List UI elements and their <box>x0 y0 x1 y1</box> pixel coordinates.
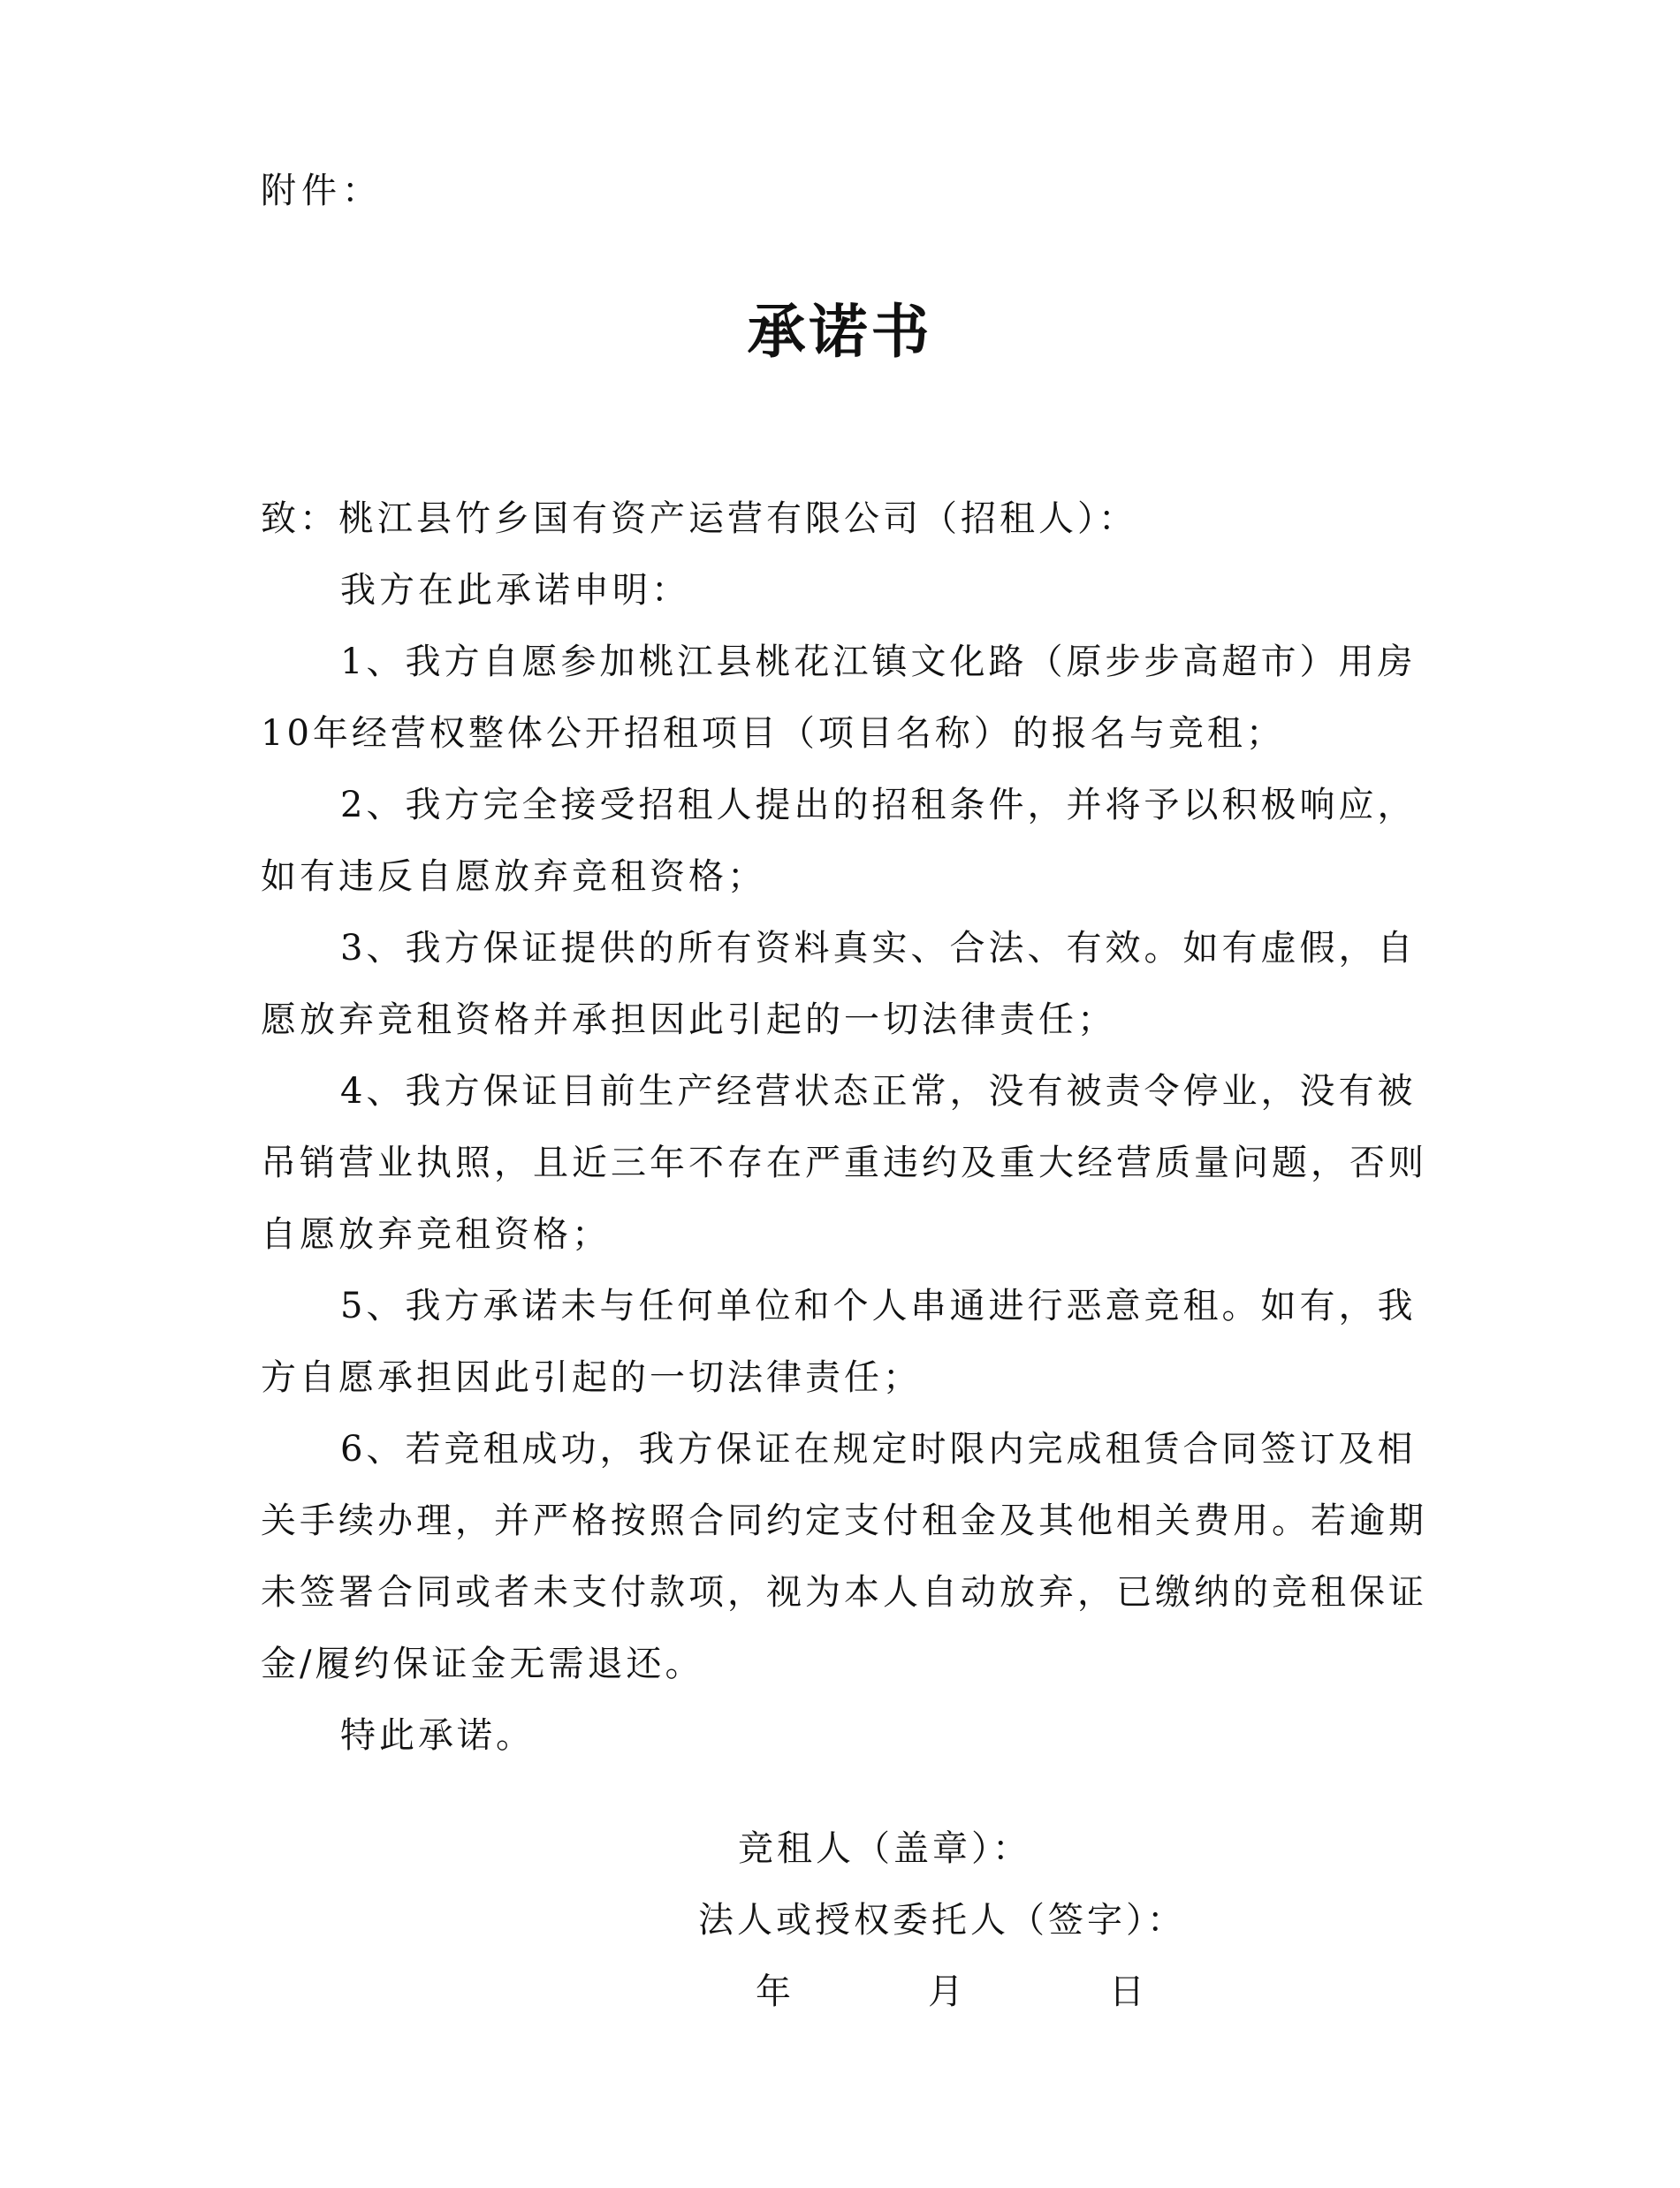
date-year-label: 年 <box>756 1971 794 2012</box>
commitment-body <box>261 555 1441 1772</box>
page-title: 承诺书 <box>747 297 933 366</box>
legal-representative-signature-line: 法人或授权委托人（签字）： <box>698 1900 1186 1941</box>
date-day-label: 日 <box>1109 1971 1148 2012</box>
attachment-label: 附件： <box>261 171 383 211</box>
clause-2: 2、我方完全接受招租人提出的招租条件，并将予以积极响应，如有违反自愿放弃竞租资格； <box>261 785 1417 897</box>
date-month-label: 月 <box>928 1971 967 2012</box>
clause-4: 4、我方保证目前生产经营状态正常，没有被责令停业，没有被吊销营业执照，且近三年不存在严重违约及重大经营质量问题，否则自愿放弃竞租资格； <box>261 1071 1427 1255</box>
intro-paragraph: 我方在此承诺申明： <box>340 570 690 611</box>
clause-5: 5、我方承诺未与任何单位和个人串通进行恶意竞租。如有，我方自愿承担因此引起的一切法律责任； <box>261 1286 1417 1398</box>
clause-6: 6、若竞租成功，我方保证在规定时限内完成租赁合同签订及相关手续办理，并严格按照合同约定支付租金及其他相关费用。若逾期未签署合同或者未支付款项，视为本人自动放弃，已缴纳的竞租保证金/履约保证金无需退还。 <box>261 1429 1427 1684</box>
clause-1: 1、我方自愿参加桃江县桃花江镇文化路（原步步高超市）用房10年经营权整体公开招租项目（项目名称）的报名与竞租； <box>261 642 1417 754</box>
addressee-line: 致：桃江县竹乡国有资产运营有限公司（招租人）： <box>261 498 1137 539</box>
bidder-seal-line: 竞租人（盖章）： <box>738 1828 1031 1869</box>
closing-paragraph: 特此承诺。 <box>340 1715 535 1756</box>
clause-3: 3、我方保证提供的所有资料真实、合法、有效。如有虚假，自愿放弃竞租资格并承担因此引起的一切法律责任； <box>261 928 1417 1040</box>
